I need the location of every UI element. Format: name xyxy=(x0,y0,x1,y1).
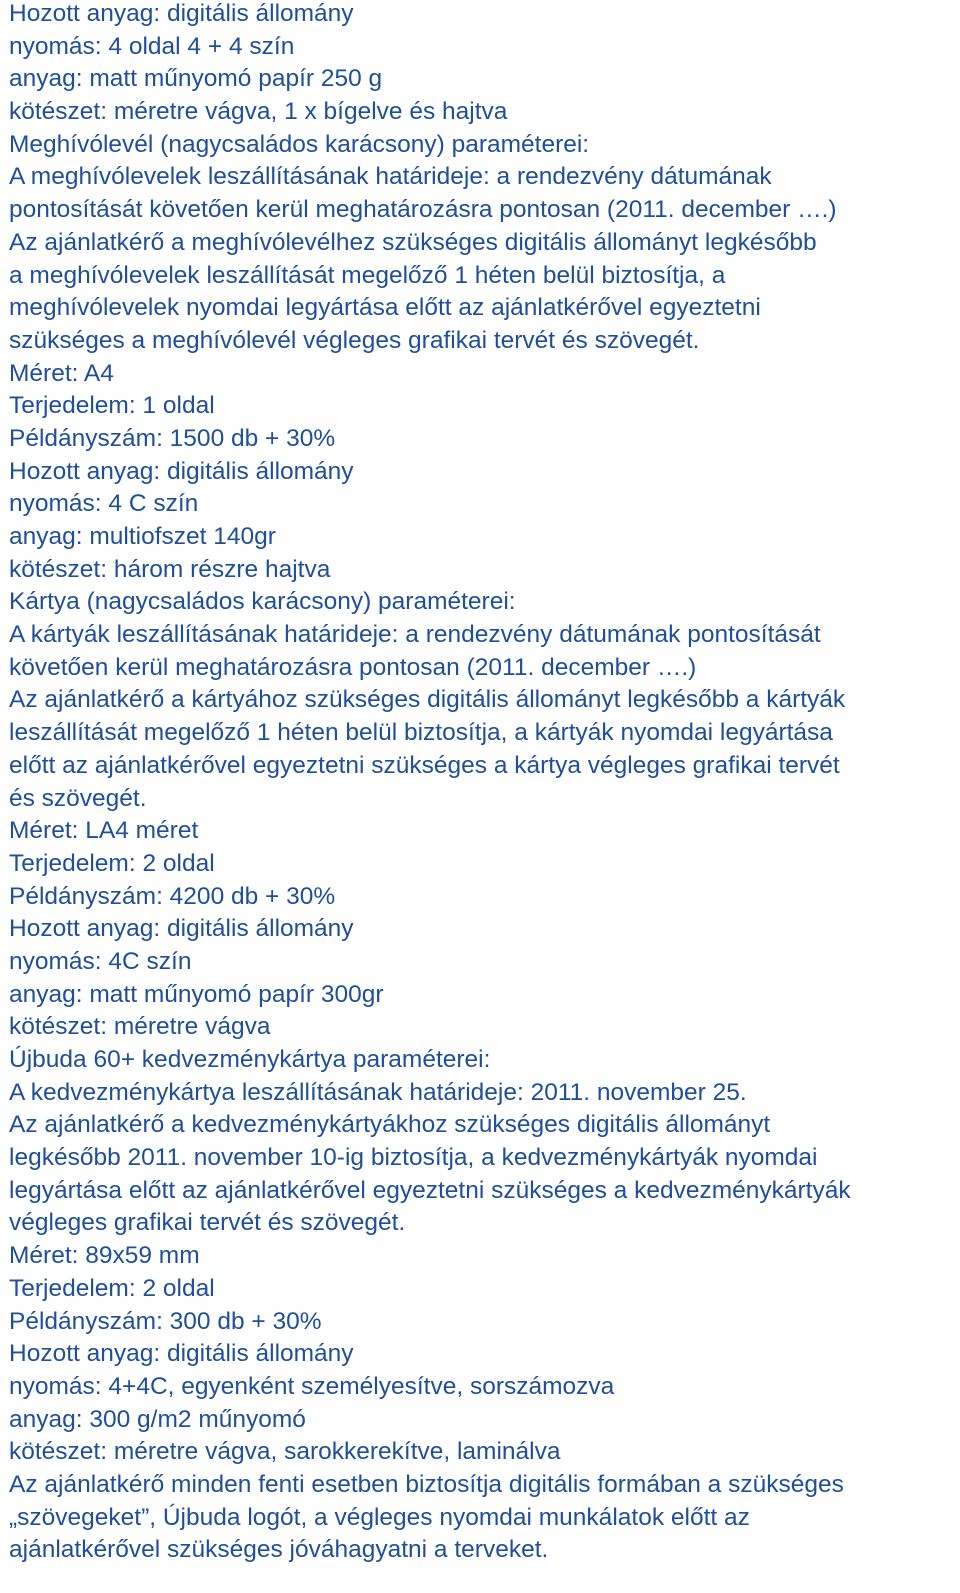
text-line: nyomás: 4 C szín xyxy=(9,490,199,518)
text-line: Az ajánlatkérő a kártyához szükséges digitális állományt legkésőbb a kártyák xyxy=(9,686,846,714)
text-line: követően kerül meghatározásra pontosan (2011. december ….) xyxy=(9,653,697,681)
text-line: kötészet: méretre vágva, sarokkerekítve, laminálva xyxy=(9,1438,561,1466)
text-line: Terjedelem: 2 oldal xyxy=(9,849,215,877)
text-line: Példányszám: 1500 db + 30% xyxy=(9,424,336,452)
text-line: Hozott anyag: digitális állomány xyxy=(9,0,354,27)
text-line: előtt az ajánlatkérővel egyeztetni szükséges a kártya végleges grafikai tervét xyxy=(9,751,840,779)
text-line: Terjedelem: 2 oldal xyxy=(9,1274,215,1302)
text-line: a meghívólevelek leszállítását megelőző 1 héten belül biztosítja, a xyxy=(9,261,726,289)
text-line: Hozott anyag: digitális állomány xyxy=(9,915,354,943)
text-line: anyag: 300 g/m2 műnyomó xyxy=(9,1405,306,1433)
text-line: anyag: multiofszet 140gr xyxy=(9,523,276,550)
text-line: „szövegeket”, Újbuda logót, a végleges nyomdai munkálatok előtt az xyxy=(9,1503,750,1531)
text-line: Az ajánlatkérő a meghívólevélhez szükséges digitális állományt legkésőbb xyxy=(9,228,817,256)
section-heading: Meghívólevél (nagycsaládos karácsony) paraméterei: xyxy=(9,130,590,158)
text-line: Méret: 89x59 mm xyxy=(9,1242,200,1270)
text-line: A meghívólevelek leszállításának határideje: a rendezvény dátumának xyxy=(9,163,772,191)
section-heading: Újbuda 60+ kedvezménykártya paraméterei: xyxy=(9,1046,491,1073)
text-line: Példányszám: 4200 db + 30% xyxy=(9,882,336,910)
text-line: pontosítását követően kerül meghatározásra pontosan (2011. december ….) xyxy=(9,196,837,224)
text-line: Példányszám: 300 db + 30% xyxy=(9,1307,322,1335)
text-line: meghívólevelek nyomdai legyártása előtt az ajánlatkérővel egyeztetni xyxy=(9,294,761,322)
text-line: nyomás: 4 oldal 4 + 4 szín xyxy=(9,32,295,60)
text-line: legyártása előtt az ajánlatkérővel egyeztetni szükséges a kedvezménykártyák xyxy=(9,1176,851,1204)
text-line: anyag: matt műnyomó papír 300gr xyxy=(9,980,384,1008)
section-heading: Kártya (nagycsaládos karácsony) paraméterei: xyxy=(9,588,516,616)
text-line: kötészet: méretre vágva, 1 x bígelve és hajtva xyxy=(9,98,508,126)
text-line: A kedvezménykártya leszállításának határideje: 2011. november 25. xyxy=(9,1078,747,1106)
text-line: kötészet: három részre hajtva xyxy=(9,555,331,583)
text-line: legkésőbb 2011. november 10-ig biztosítja, a kedvezménykártyák nyomdai xyxy=(9,1144,818,1172)
text-line: kötészet: méretre vágva xyxy=(9,1013,271,1041)
text-line: Terjedelem: 1 oldal xyxy=(9,392,215,420)
text-line: Méret: LA4 méret xyxy=(9,817,199,845)
text-line: Az ajánlatkérő minden fenti esetben biztosítja digitális formában a szükséges xyxy=(9,1470,844,1498)
text-line: Méret: A4 xyxy=(9,359,114,387)
text-line: nyomás: 4C szín xyxy=(9,947,192,975)
text-line: végleges grafikai tervét és szövegét. xyxy=(9,1209,406,1237)
text-line: Az ajánlatkérő a kedvezménykártyákhoz szükséges digitális állományt xyxy=(9,1111,771,1139)
text-line: és szövegét. xyxy=(9,784,147,812)
text-line: ajánlatkérővel szükséges jóváhagyatni a terveket. xyxy=(9,1536,549,1564)
text-line: anyag: matt műnyomó papír 250 g xyxy=(9,65,383,93)
text-line: leszállítását megelőző 1 héten belül biztosítja, a kártyák nyomdai legyártása xyxy=(9,719,833,747)
text-line: Hozott anyag: digitális állomány xyxy=(9,457,354,485)
text-line: A kártyák leszállításának határideje: a rendezvény dátumának pontosítását xyxy=(9,621,821,649)
text-line: nyomás: 4+4C, egyenként személyesítve, sorszámozva xyxy=(9,1372,615,1400)
text-line: szükséges a meghívólevél végleges grafikai tervét és szövegét. xyxy=(9,326,700,354)
text-line: Hozott anyag: digitális állomány xyxy=(9,1340,354,1368)
